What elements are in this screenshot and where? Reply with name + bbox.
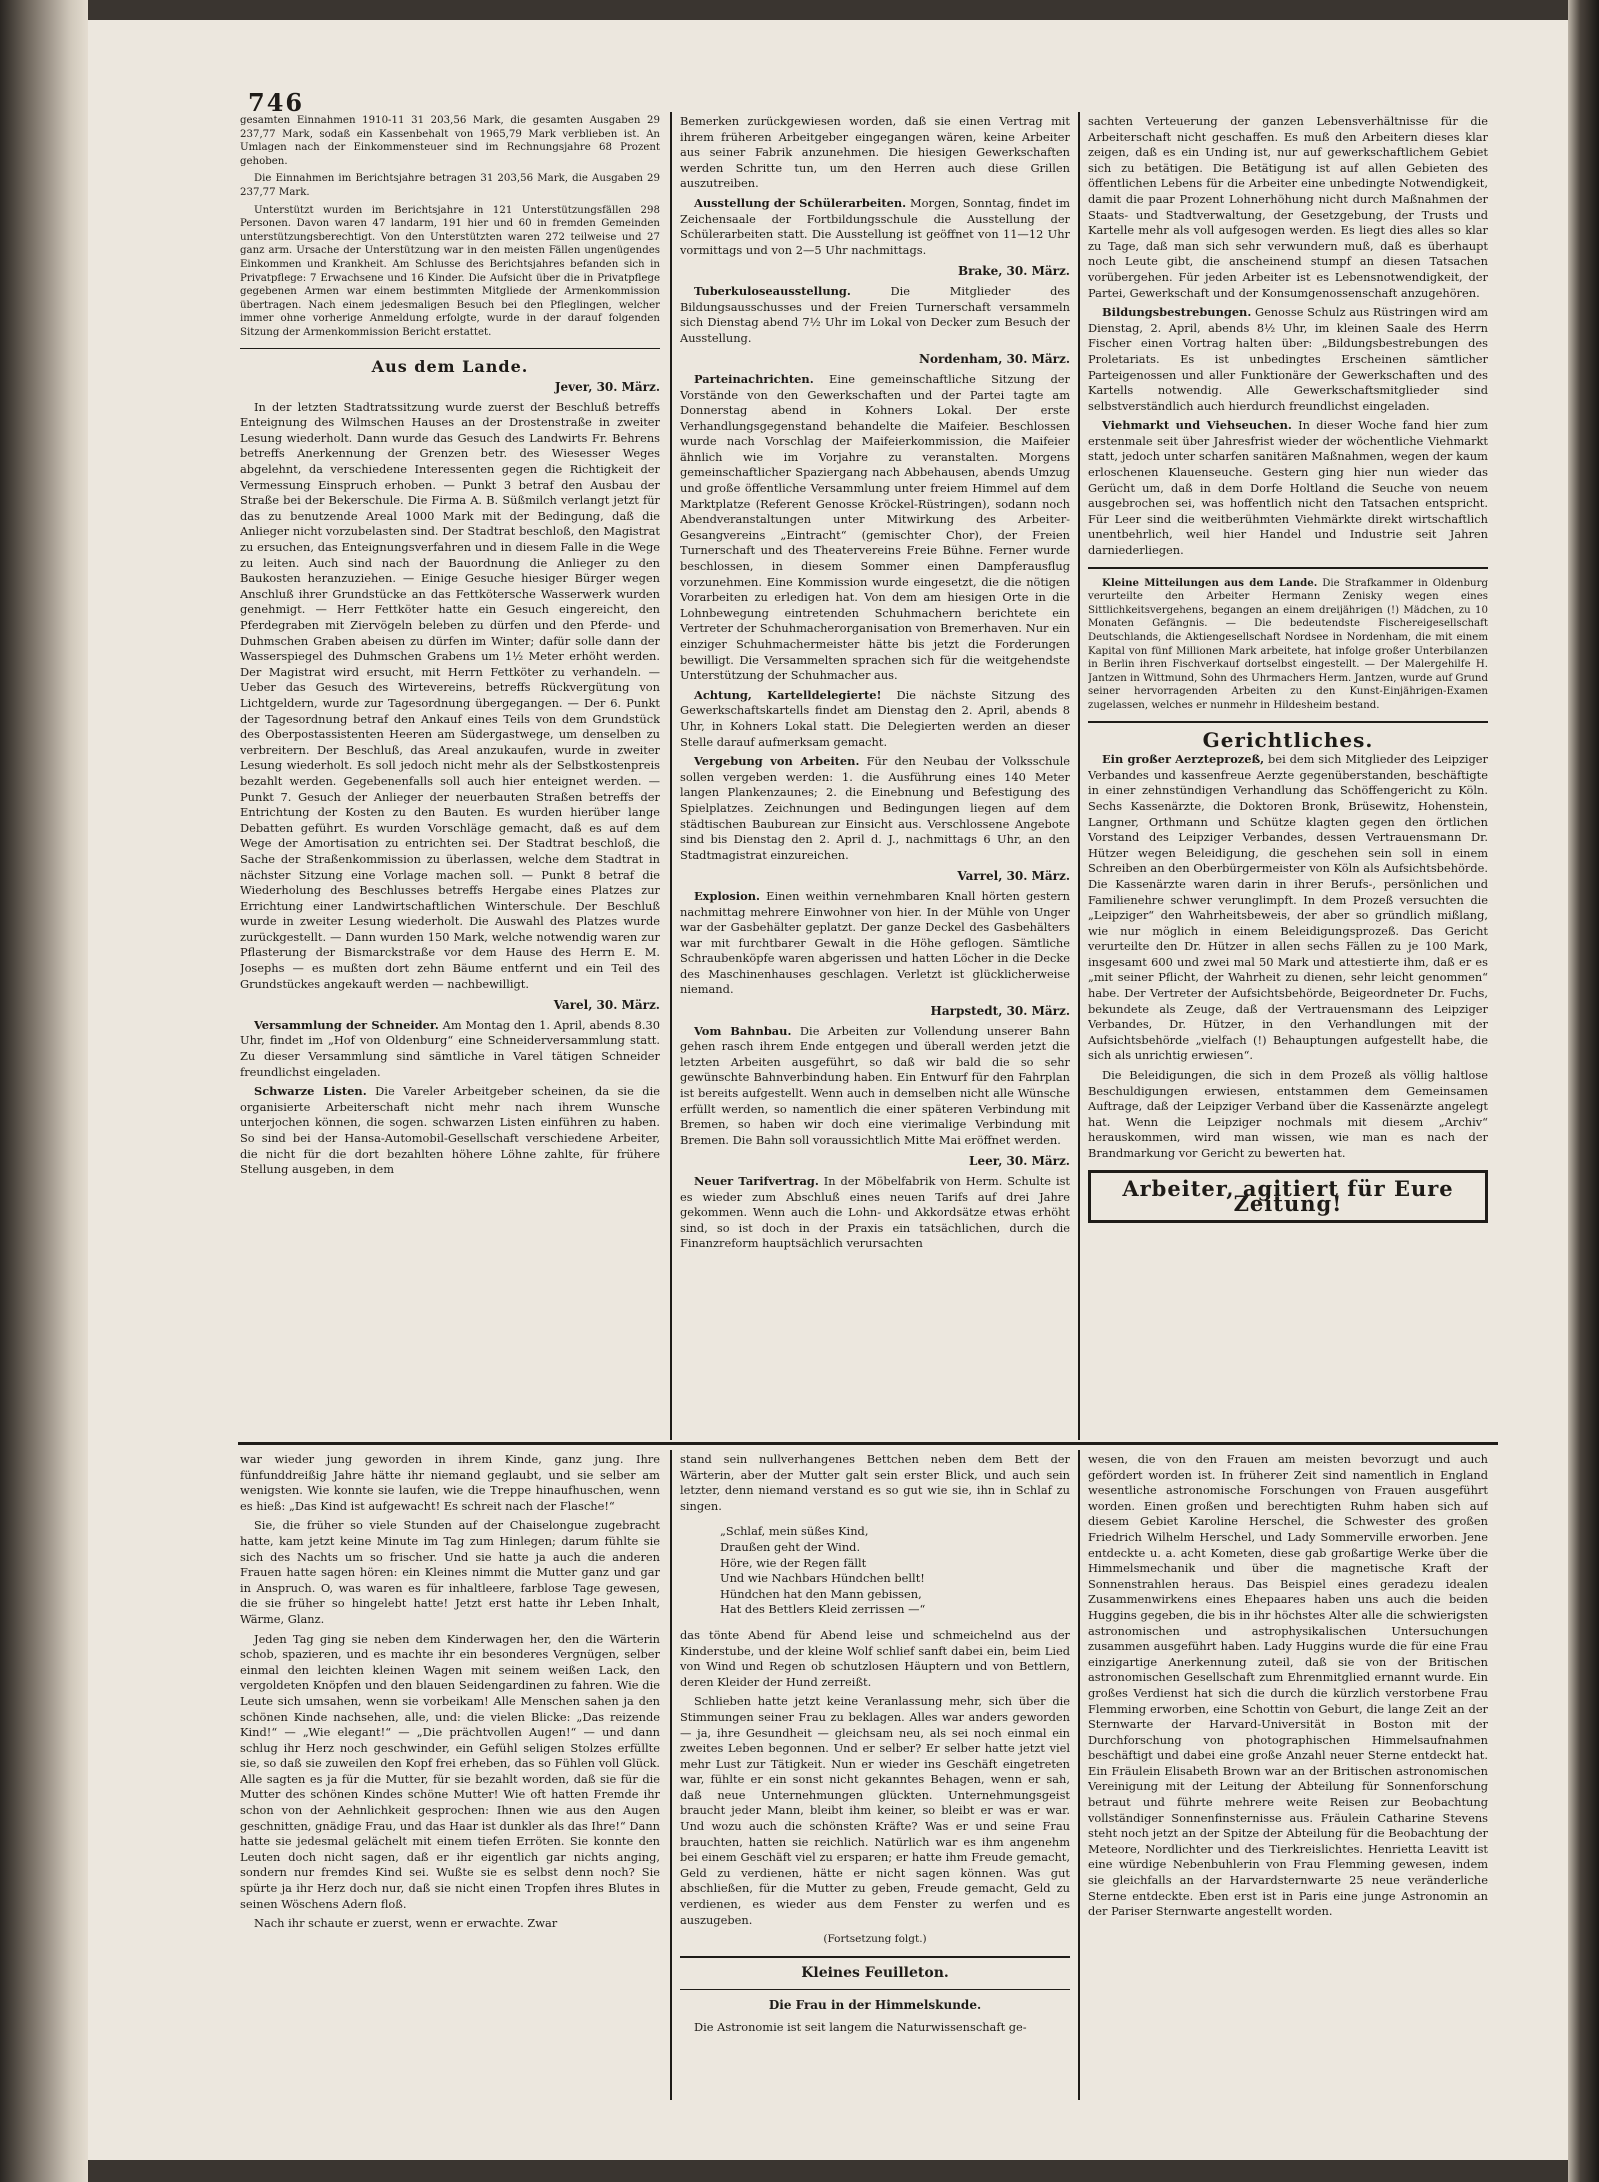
paragraph: sachten Verteuerung der ganzen Lebensverhältnisse für die Arbeiterschaft nicht geschaffen. Es muß den Arbeitern dieses klar zeigen, daß es ein Unding ist, nur auf gewerkschaftlichem Gebiet sich zu betätigen. Die Betätigung ist auf allen Gebieten des öffentlichen Lebens für die Arbeiter eine unbedingte Notwendigkeit, damit die paar Prozent Lohnerhöhung nicht durch Maßnahmen der Staats- und Stadtverwaltung, der Gesetzgebung, der Trusts und Kartelle mehr als voll aufgesogen werden. Es liegt dies alles so klar zu Tage, daß man sich sehr verwundern muß, daß es überhaupt noch Leute gibt, die anscheinend stumpf an diesen Tatsachen vorübergehen. Für jeden Arbeiter ist es Lebensnotwendigkeit, der Partei, Gewerkschaft und der Konsumgenossenschaft anzugehören. bbox=[1088, 114, 1488, 300]
poem-line: Hat des Bettlers Kleid zerrissen —“ bbox=[720, 1602, 926, 1617]
feuilleton-column-3 bbox=[1088, 1452, 1488, 2102]
paragraph: In der letzten Stadtratssitzung wurde zuerst der Beschluß betreffs Enteignung des Wilmschen Hauses an der Drostenstraße in zweiter Lesung wiederholt. Dann wurde das Gesuch des Landwirts Fr. Behrens betreffs Anerkennung der Grenzen betr. des Wiesesser Weges abgelehnt, da verschiedene Interessenten gegen die Richtigkeit der Vermessung Einspruch erhoben. — Punkt 3 betraf den Ausbau der Straße bei der Bekerschule. Die Firma A. B. Süßmilch verlangt jetzt für das zu benutzende Areal 1000 Mark mit der Bedingung, daß die Anlieger nicht vorzubelasten sind. Der Stadtrat beschloß, den Magistrat zu ersuchen, das Enteignungsverfahren und in diesem Falle in die Wege zu leiten. Auch sind nach der Bauordnung die Anlieger zu den Baukosten heranzuziehen. — Einige Gesuche hiesiger Bürger wegen Anschluß ihrer Grundstücke an das Fettkötersche Wasserwerk wurden genehmigt. — Herr Fettköter hatte ein Gesuch eingereicht, den Pferdegraben mit Ziervögeln beleben zu dürfen und den Pferde- und Duhmschen Graben abeisen zu dürfen im Winter; dafür solle dann der Wasserspiegel des Duhmschen Grabens um 1½ Meter erhöht werden. Der Magistrat wird ersucht, mit Herrn Fettköter zu verhandeln. — Ueber das Gesuch des Wirtevereins, betreffs Rückvergütung von Lichtgeldern, wurde zur Tagesordnung übergegangen. — Der 6. Punkt der Tagesordnung betraf den Ankauf eines Teils von dem Grundstück des Oberpostassistenten Heeren am Südergastwege, um denselben zu verbreitern. Der Beschluß, das Areal anzukaufen, wurde in zweiter Lesung wiederholt. Es soll jedoch nicht mehr als der Selbstkostenpreis bezahlt werden. Gegebenenfalls soll auch hier enteignet werden. — Punkt 7. Gesuch der Anlieger der neuerbauten Straßen betreffs der Entrichtung der Kosten zu den Bauten. Es wurden hierüber lange Debatten geführt. Es wurden Vorschläge gemacht, daß es auf dem Wege der Amortisation zu entrichten sei. Der Stadtrat beschloß, die Sache der Straßenkommission zu überlassen, welche dem Stadtrat in nächster Sitzung eine Vorlage machen soll. — Punkt 8 betraf die Wiederholung des Beschlusses betreffs Hergabe eines Platzes zur Errichtung einer Landwirtschaftlichen Winterschule. Der Beschluß wurde in zweiter Lesung wiederholt. Die Auswahl des Platzes wurde zurückgestellt. — Dann wurden 150 Mark, welche notwendig waren zur Pflasterung der Bismarckstraße vor dem Hause des Herrn E. M. Josephs — es mußten dort zehn Bäume entfernt und ein Teil des Grundstückes angekauft werden — nachbewilligt. bbox=[240, 399, 660, 991]
paragraph: Die Arbeiten zur Vollendung unserer Bahn gehen rasch ihrem Ende entgegen und überall werden jetzt die letzten Arbeiten ausgeführt, so daß wir bald die so sehr gewünschte Bahnverbindung haben. Ein Entwurf für den Fahrplan ist bereits aufgestellt. Wenn auch in demselben nicht alle Wünsche erfüllt werden, so namentlich die einer späteren Verbindung mit Bremen, so haben wir doch eine vierimalige Verbindung mit Bremen. Die Bahn soll voraussichtlich Mitte Mai eröffnet werden. bbox=[680, 1023, 1070, 1147]
feuilleton-column-2 bbox=[680, 1452, 1070, 2102]
page-number: 746 bbox=[248, 88, 305, 117]
poem bbox=[720, 1524, 1070, 1618]
divider bbox=[240, 348, 660, 349]
column-rule bbox=[670, 1450, 672, 2100]
subheading: Parteinachrichten. bbox=[694, 371, 814, 386]
paragraph: war wieder jung geworden in ihrem Kinde, ganz jung. Ihre fünfunddreißig Jahre hätte ihr niemand geglaubt, und sie selber am wenigsten. Wie konnte sie laufen, wie die Treppe hinaufhuschen, wenn es hieß: „Das Kind ist aufgewacht! Es schreit nach der Flasche!“ bbox=[240, 1452, 660, 1513]
continuation-note: (Fortsetzung folgt.) bbox=[823, 1933, 927, 1946]
poem-line: Hündchen hat den Mann gebissen, bbox=[720, 1586, 922, 1601]
paragraph: bei dem sich Mitglieder des Leipziger Verbandes und kassenfreue Aerzte gegenüberstanden, beschäftigte in einer zehnstündigen Verhandlung das Schöffengericht zu Köln. Sechs Kassenärzte, die Doktoren Bronk, Brüsewitz, Hohenstein, Langner, Orthmann und Schütze klagten gegen den örtlichen Vorstand des Leipziger Verbandes, dessen Vertrauensmann Dr. Hützer wegen Beleidigung, die geschehen sein soll in einem Schreiben an den Oberbürgermeister von Köln als Aufsichtsbehörde. Die Kassenärzte waren darin in ihrer Berufs-, persönlichen und Familienehre schwer verunglimpft. In dem Prozeß versuchten die „Leipziger“ den Wahrheitsbeweis, der aber so gründlich mißlang, wie nur möglich in einem Beleidigungsprozeß. Das Gericht verurteilte den Dr. Hützer in allen sechs Fällen zu je 100 Mark, insgesamt 600 und zwei mal 50 Mark und attestierte ihm, daß er es „mit seiner Pflicht, der Wahrheit zu dienen, sehr leicht genommen“ habe. Der Vertreter der Aufsichtsbehörde, Beigeordneter Dr. Fuchs, bekundete als Zeuge, daß der Vertrauensmann des Leipziger Verbandes, Dr. Hützer, in den Verhandlungen mit der Aufsichtsbehörde „vielfach (!) Behauptungen aufgestellt habe, die sich als unrichtig erwiesen“. bbox=[1088, 752, 1488, 1063]
divider bbox=[680, 1956, 1070, 1958]
divider bbox=[1088, 567, 1488, 569]
paragraph: Die nächste Sitzung des Gewerkschaftskartells findet am Dienstag den 2. April, abends 8 Uhr, in Kohners Lokal statt. Die Delegierten werden an dieser Stelle darauf aufmerksam gemacht. bbox=[680, 687, 1070, 749]
section-divider bbox=[238, 1442, 1498, 1445]
subheading: Vom Bahnbau. bbox=[694, 1023, 792, 1038]
paragraph: In der Möbelfabrik von Herm. Schulte ist es wieder zum Abschluß eines neuen Tarifs auf drei Jahre gekommen. Wenn auch die Lohn- und Akkordsätze etwas erhöht sind, so ist doch in der Praxis ein tatsächlichen, durch die Finanzreform hauptsächlich verursachten bbox=[680, 1174, 1070, 1251]
paragraph: stand sein nullverhangenes Bettchen neben dem Bett der Wärterin, aber der Mutter galt sein erster Blick, und auch sein letzter, denn niemand verstand es so gut wie sie, ihn in Schlaf zu singen. bbox=[680, 1452, 1070, 1513]
poem-line: „Schlaf, mein süßes Kind, bbox=[720, 1524, 869, 1539]
paragraph: Einen weithin vernehmbaren Knall hörten gestern nachmittag mehrere Einwohner von hier. In der Mühle von Unger war der Gasbehälter geplatzt. Der ganze Deckel des Gasbehälters war mit furchtbarer Gewalt in die Höhe geflogen. Sämtliche Schraubenköpfe waren abgerissen und hatten Löcher in die Decke des Maschinenhauses geschlagen. Verletzt ist glücklicherweise niemand. bbox=[680, 888, 1070, 997]
paragraph: Jeden Tag ging sie neben dem Kinderwagen her, den die Wärterin schob, spazieren, und es machte ihr ein besonderes Vergnügen, selber einmal den leichten kleinen Wagen mit seinem weißen Lack, den vergoldeten Knöpfen und den blauen Seidengardinen zu fahren. Wie die Leute sich umsahen, wenn sie vorbeikam! Alle Menschen sahen ja den schönen Kinde nachsehen, alle, und: die vielen Blicke: „Das reizende Kind!“ — „Wie elegant!“ — „Die prächtvollen Augen!“ — und dann schlug ihr Herz noch geschwinder, ein Gefühl seligen Stolzes erfüllte sie, so daß sie zuweilen den Kopf frei erheben, das so Fühlen voll Glück. Alle sagten es ja für die Mutter, für sie bezahlt worden, daß sie für die Mutter des schönen Kindes schöne Mutter! Wie oft hatten Fremde ihr schon von der Aehnlichkeit gesprochen: Ihnen wie aus den Augen geschnitten, gnädige Frau, und das Haar ist dunkler als das Ihre!“ Dann hatte sie jedesmal gelächelt mit einem tiefen Erröten. Sie konnte den Leuten doch nicht sagen, daß er ihr eigentlich gar nichts anging, sondern nur fremdes Kind sei. Wußte sie es selbst denn noch? Sie spürte ja ihr Herz doch nur, daß sie nicht einen Tropfen ihres Blutes in seinen Wöschens Adern floß. bbox=[240, 1631, 660, 1911]
article-title: Die Frau in der Himmelskunde. bbox=[768, 1998, 982, 2013]
column-rule bbox=[1078, 1450, 1080, 2100]
paragraph: Am Montag den 1. April, abends 8.30 Uhr, findet im „Hof von Oldenburg“ eine Schneiderversammlung statt. Zu dieser Versammlung sind sämtliche in Varel tätigen Schneider freundlichst eingeladen. bbox=[240, 1017, 660, 1079]
dateline: Brake, 30. März. bbox=[958, 264, 1070, 279]
poem-line: Draußen geht der Wind. bbox=[720, 1539, 861, 1554]
book-spine bbox=[0, 0, 88, 2182]
banner-slogan: Arbeiter, agitiert für Eure Zeitung! bbox=[1088, 1170, 1488, 1223]
newspaper-page bbox=[88, 20, 1568, 2160]
column-3 bbox=[1088, 114, 1488, 1436]
paragraph: wesen, die von den Frauen am meisten bevorzugt und auch gefördert worden ist. In früherer Zeit sind namentlich in England wesentliche astronomische Forschungen von Frauen ausgeführt worden. Einen großen und berechtigten Ruhm haben sich auf diesem Gebiet Karoline Herschel, die Schwester des großen Friedrich Wilhelm Herschel, und Lady Sommerville erworben. Jene entdeckte u. a. acht Kometen, diese gab großartige Werke über die Himmelsmechanik und über die magnetische Kraft der Sonnenstrahlen heraus. Das Beispiel eines geradezu idealen Zusammenwirkens eines Ehepaares haben uns auch die beiden Huggins gegeben, die bis in ihr höchstes Alter alle die schwierigsten astronomischen und astrophysikalischen Untersuchungen zusammen ausgeführt haben. Lady Huggins wurde die für eine Frau einzigartige Anerkennung zuteil, daß sie von der Britischen astronomischen Gesellschaft zum Ehrenmitglied ernannt wurde. Ein großes Verdienst hat sich die durch die kürzlich verstorbene Frau Flemming erworben, eine Schottin von Geburt, die lange Zeit an der Sternwarte der Harvard-Universität in Boston mit der Durchforschung von photographischen Himmelsaufnahmen beschäftigt und dabei eine große Anzahl neuer Sterne entdeckt hat. Ein Fräulein Elisabeth Brown war an der Britischen astronomischen Vereinigung mit der Leitung der Abteilung für Sonnenforschung betraut und führte mehrere weite Reisen zur Beobachtung vollständiger Sonnenfinsternisse aus. Fräulein Catharine Stevens steht noch jetzt an der Spitze der Abteilung für die Beobachtung der Meteore, Nordlichter und des Tierkreislichtes. Henrietta Leavitt ist eine würdige Nebenbuhlerin von Frau Flemming gewesen, indem sie gleichfalls an der Harvardsternwarte 25 neue veränderliche Sterne entdeckte. Eben erst ist in Paris eine junge Astronomin an der Pariser Sternwarte angestellt worden. bbox=[1088, 1452, 1488, 1919]
subheading: Ausstellung der Schülerarbeiten. bbox=[694, 195, 907, 210]
subheading: Versammlung der Schneider. bbox=[254, 1017, 439, 1032]
paragraph: Sie, die früher so viele Stunden auf der Chaiselongue zugebracht hatte, kam jetzt keine Minute im Tag zum Hinlegen; darum fühlte sie sich des Nachts um so frischer. Und sie hatte ja auch die anderen Frauen hatte sagen hören: ein Kleines nimmt die Mutter ganz und gar in Anspruch. O, was waren es für inhaltleere, farblose Tage gewesen, die sie früher so hingelebt hatte! Jetzt erst hatte ihr Leben Inhalt, Wärme, Glanz. bbox=[240, 1518, 660, 1626]
divider bbox=[680, 1989, 1070, 1990]
paragraph: Genosse Schulz aus Rüstringen wird am Dienstag, 2. April, abends 8½ Uhr, im kleinen Saale des Herrn Fischer einen Vortrag halten über: „Bildungsbestrebungen des Proletariats. Es ist unbedingtes Erscheinen sämtlicher Parteigenossen und aller Funktionäre der Gewerkschaften und des Kartells notwendig. Alle Gewerkschaftsmitglieder sind selbstverständlich auch hierdurch freundlichst eingeladen. bbox=[1088, 305, 1488, 413]
paragraph: Die Astronomie ist seit langem die Naturwissenschaft ge- bbox=[694, 2020, 1027, 2034]
paragraph: Morgen, Sonntag, findet im Zeichensaale der Fortbildungsschule die Ausstellung der Schülerarbeiten statt. Die Ausstellung ist geöffnet von 11—12 Uhr vormittags und von 2—5 Uhr nachmittags. bbox=[680, 195, 1070, 257]
feuilleton-heading: Kleines Feuilleton. bbox=[801, 1964, 949, 1981]
paragraph: Die Vareler Arbeitgeber scheinen, da sie die organisierte Arbeiterschaft nicht mehr nach ihrem Wunsche unterjochen können, die sogen. schwarzen Listen einführen zu haben. So sind bei der Hansa-Automobil-Gesellschaft verschiedene Arbeiter, die nicht für die dort bezahlten höhere Löhne zahlte, für frühere Stellung ausgeben, in dem bbox=[240, 1084, 660, 1177]
paragraph: Die Strafkammer in Oldenburg verurteilte den Arbeiter Hermann Zenisky wegen eines Sittlichkeitsvergehens, begangen an einem dreijährigen (!) Mädchen, zu 10 Monaten Gefängnis. — Die bedeutendste Fischereigesellschaft Deutschlands, die Aktiengesellschaft Nordsee in Nordenham, die mit einem Kapital von fünf Millionen Mark arbeitete, hat infolge großer Unterbilanzen in Berlin ihren Fischverkauf dortselbst eingestellt. — Der Malergehilfe H. Jantzen in Wittmund, Sohn des Uhrmachers Herm. Jantzen, wurde auf Grund seiner hervorragenden Arbeiten zu den Kunst-Einjährigen-Examen zugelassen, welches er nunmehr in Hildesheim bestand. bbox=[1088, 577, 1488, 711]
dateline: Harpstedt, 30. März. bbox=[930, 1004, 1070, 1019]
subheading: Explosion. bbox=[694, 888, 760, 903]
paragraph: Die Mitglieder des Bildungsausschusses und der Freien Turnerschaft versammeln sich Dienstag abend 7½ Uhr im Lokal von Decker zum Besuch der Ausstellung. bbox=[680, 283, 1070, 345]
dateline: Varrel, 30. März. bbox=[957, 869, 1070, 884]
paragraph: Die Beleidigungen, die sich in dem Prozeß als völlig haltlose Beschuldigungen erwiesen, entstammen dem Gemeinsamen Auftrage, daß der Leipziger Verband über die Kassenärzte angelegt hat. Wenn die Leipziger nochmals mit diesem „Archiv“ herauskommen, wird man wissen, wie man es nach der Brandmarkung vor Gericht zu bewerten hat. bbox=[1088, 1068, 1488, 1160]
section-heading: Gerichtliches. bbox=[1202, 727, 1374, 752]
paragraph: Schlieben hatte jetzt keine Veranlassung mehr, sich über die Stimmungen seiner Frau zu beklagen. Alles war anders geworden — ja, ihre Gesundheit — gleichsam neu, als sei noch einmal ein zweites Leben begonnen. Und er selber? Er selber hatte jetzt viel mehr Lust zur Tätigkeit. Nun er wieder ins Geschäft eingetreten war, fühlte er ein sonst nicht gekanntes Behagen, wenn er sah, daß neue Unternehmungen glückten. Unternehmungsgeist braucht jeder Mann, bleibt ihm keiner, so bleibt er was er war. Und wozu auch die schönsten Kräfte? Was er und seine Frau brauchten, hatten sie reichlich. Natürlich war es ihm angenehm bei einem Geschäft viel zu ersparen; er hatte ihm Freude gemacht, Geld zu verdienen, hätte er nicht sagen können. Was gut abschließen, für die Mutter zu geben, Freude gemacht, Geld zu verdienen, es wieder aus dem Fenster zu werfen und es auszugeben. bbox=[680, 1694, 1070, 1927]
poem-line: Höre, wie der Regen fällt bbox=[720, 1555, 867, 1570]
paragraph: Nach ihr schaute er zuerst, wenn er erwachte. Zwar bbox=[254, 1916, 558, 1931]
subheading: Kleine Mitteilungen aus dem Lande. bbox=[1102, 576, 1318, 589]
paragraph: gesamten Einnahmen 1910-11 31 203,56 Mark, die gesamten Ausgaben 29 237,77 Mark, sodaß ein Kassenbehalt von 1965,79 Mark verblieben ist. An Umlagen nach der Einkommensteuer sind im Rechnungsjahre 68 Prozent gehoben. bbox=[240, 115, 660, 167]
section-heading: Aus dem Lande. bbox=[371, 356, 529, 376]
paragraph: Unterstützt wurden im Berichtsjahre in 121 Unterstützungsfällen 298 Personen. Davon waren 47 landarm, 191 hier und 60 in fremden Gemeinden unterstützungsberechtigt. Von den Unterstützten waren 272 teilweise und 27 ganz arm. Ursache der Unterstützung war in den meisten Fällen ungenügendes Einkommen und Krankheit. Am Schlusse des Berichtsjahres befanden sich in Privatpflege: 7 Erwachsene und 16 Kinder. Die Aufsicht über die in Privatpflege gegebenen Armen war einem bestimmten Mitgliede der Armenkommission übertragen. Nach einem jedesmaligen Besuch bei den Pfleglingen, welcher immer ohne vorherige Anmeldung erfolgte, wurde in der darauf folgenden Sitzung der Armenkommission Bericht erstattet. bbox=[240, 204, 660, 338]
subheading: Neuer Tarifvertrag. bbox=[694, 1174, 819, 1188]
dateline: Jever, 30. März. bbox=[554, 380, 660, 395]
subheading: Bildungsbestrebungen. bbox=[1102, 305, 1252, 320]
column-1 bbox=[240, 114, 660, 1436]
subheading: Ein großer Aerzteprozeß, bbox=[1102, 752, 1265, 767]
subheading: Vergebung von Arbeiten. bbox=[694, 754, 860, 769]
dateline: Leer, 30. März. bbox=[969, 1154, 1070, 1169]
feuilleton-column-1 bbox=[240, 1452, 660, 2102]
column-rule bbox=[670, 112, 672, 1440]
paragraph: Bemerken zurückgewiesen worden, daß sie einen Vertrag mit ihrem früheren Arbeitgeber eingegangen wären, keine Arbeiter aus seiner Fabrik anzunehmen. Die hiesigen Gewerkschaften werden Schritte tun, um den Herren auch diese Grillen auszutreiben. bbox=[680, 114, 1070, 191]
subheading: Schwarze Listen. bbox=[254, 1084, 367, 1099]
paragraph: In dieser Woche fand hier zum erstenmale seit über Jahresfrist wieder der wöchentliche Viehmarkt statt, jedoch unter scharfen sanitären Maßnahmen, wegen der kaum erloschenen Klauenseuche. Gestern ging hier nun wieder das Gerücht um, daß in dem Dorfe Holtland die Seuche von neuem ausgebrochen sei, was hoffentlich nicht den Tatsachen entspricht. Für Leer sind die weitberühmten Viehmärkte direkt wirtschaftlich unentbehrlich, weil hier Handel und Industrie seit Jahren darniederliegen. bbox=[1088, 418, 1488, 558]
paragraph: das tönte Abend für Abend leise und schmeichelnd aus der Kinderstube, und der kleine Wolf schlief sanft dabei ein, beim Lied von Wind und Regen ob schutzlosen Häuptern und von Bettlern, deren Kleider der Hund zerreißt. bbox=[680, 1627, 1070, 1689]
column-2 bbox=[680, 114, 1070, 1436]
dateline: Nordenham, 30. März. bbox=[918, 352, 1070, 367]
paragraph: Eine gemeinschaftliche Sitzung der Vorstände von den Gewerkschaften und der Partei tagte am Donnerstag abend in Kohners Lokal. Der erste Verhandlungsgegenstand behandelte die Maifeier. Beschlossen wurde nach Vorschlag der Maifeierkommission, die Maifeier ähnlich wie im Vorjahre zu veranstalten. Morgens gemeinschaftlicher Spaziergang nach Abbehausen, abends Umzug und große öffentliche Versammlung unter freiem Himmel auf dem Marktplatze (Referent Genosse Kröckel-Rüstringen), sodann noch Abendveranstaltungen unter Mitwirkung des Arbeiter-Gesangvereins „Eintracht“ (gemischter Chor), der Freien Turnerschaft und des Theatervereins Freie Bühne. Ferner wurde beschlossen, in diesem Sommer einen Dampferausflug vorzunehmen. Eine Kommission wurde eingesetzt, die die nötigen Vorarbeiten zu erledigen hat. Von dem am hiesigen Orte in die Lohnbewegung eintretenden Schuhmachern berichtete ein Vertreter der Schuhmacherorganisation von Bremerhaven. Nur ein einziger Schuhmachermeister hätte bis jetzt die Forderungen bewilligt. Die Versammelten sprachen sich für die weitgehendste Unterstützung der Schuhmacher aus. bbox=[680, 371, 1070, 683]
column-rule bbox=[1078, 112, 1080, 1440]
subheading: Tuberkuloseausstellung. bbox=[694, 283, 851, 298]
subheading: Achtung, Kartelldelegierte! bbox=[694, 687, 882, 702]
paragraph: Die Einnahmen im Berichtsjahre betragen 31 203,56 Mark, die Ausgaben 29 237,77 Mark. bbox=[240, 173, 660, 198]
paragraph: Für den Neubau der Volksschule sollen vergeben werden: 1. die Ausführung eines 140 Meter langen Plankenzaunes; 2. die Einebnung und Befestigung des Spielplatzes. Zeichnungen und Bedingungen liegen auf dem städtischen Bauburean zur Einsicht aus. Verschlossene Angebote sind bis Dienstag den 2. April d. J., nachmittags 6 Uhr, an den Stadtmagistrat einzureichen. bbox=[680, 754, 1070, 862]
page-edge bbox=[1568, 0, 1599, 2182]
subheading: Viehmarkt und Viehseuchen. bbox=[1102, 418, 1292, 433]
poem-line: Und wie Nachbars Hündchen bellt! bbox=[720, 1571, 925, 1586]
divider bbox=[1088, 721, 1488, 723]
dateline: Varel, 30. März. bbox=[553, 998, 660, 1013]
